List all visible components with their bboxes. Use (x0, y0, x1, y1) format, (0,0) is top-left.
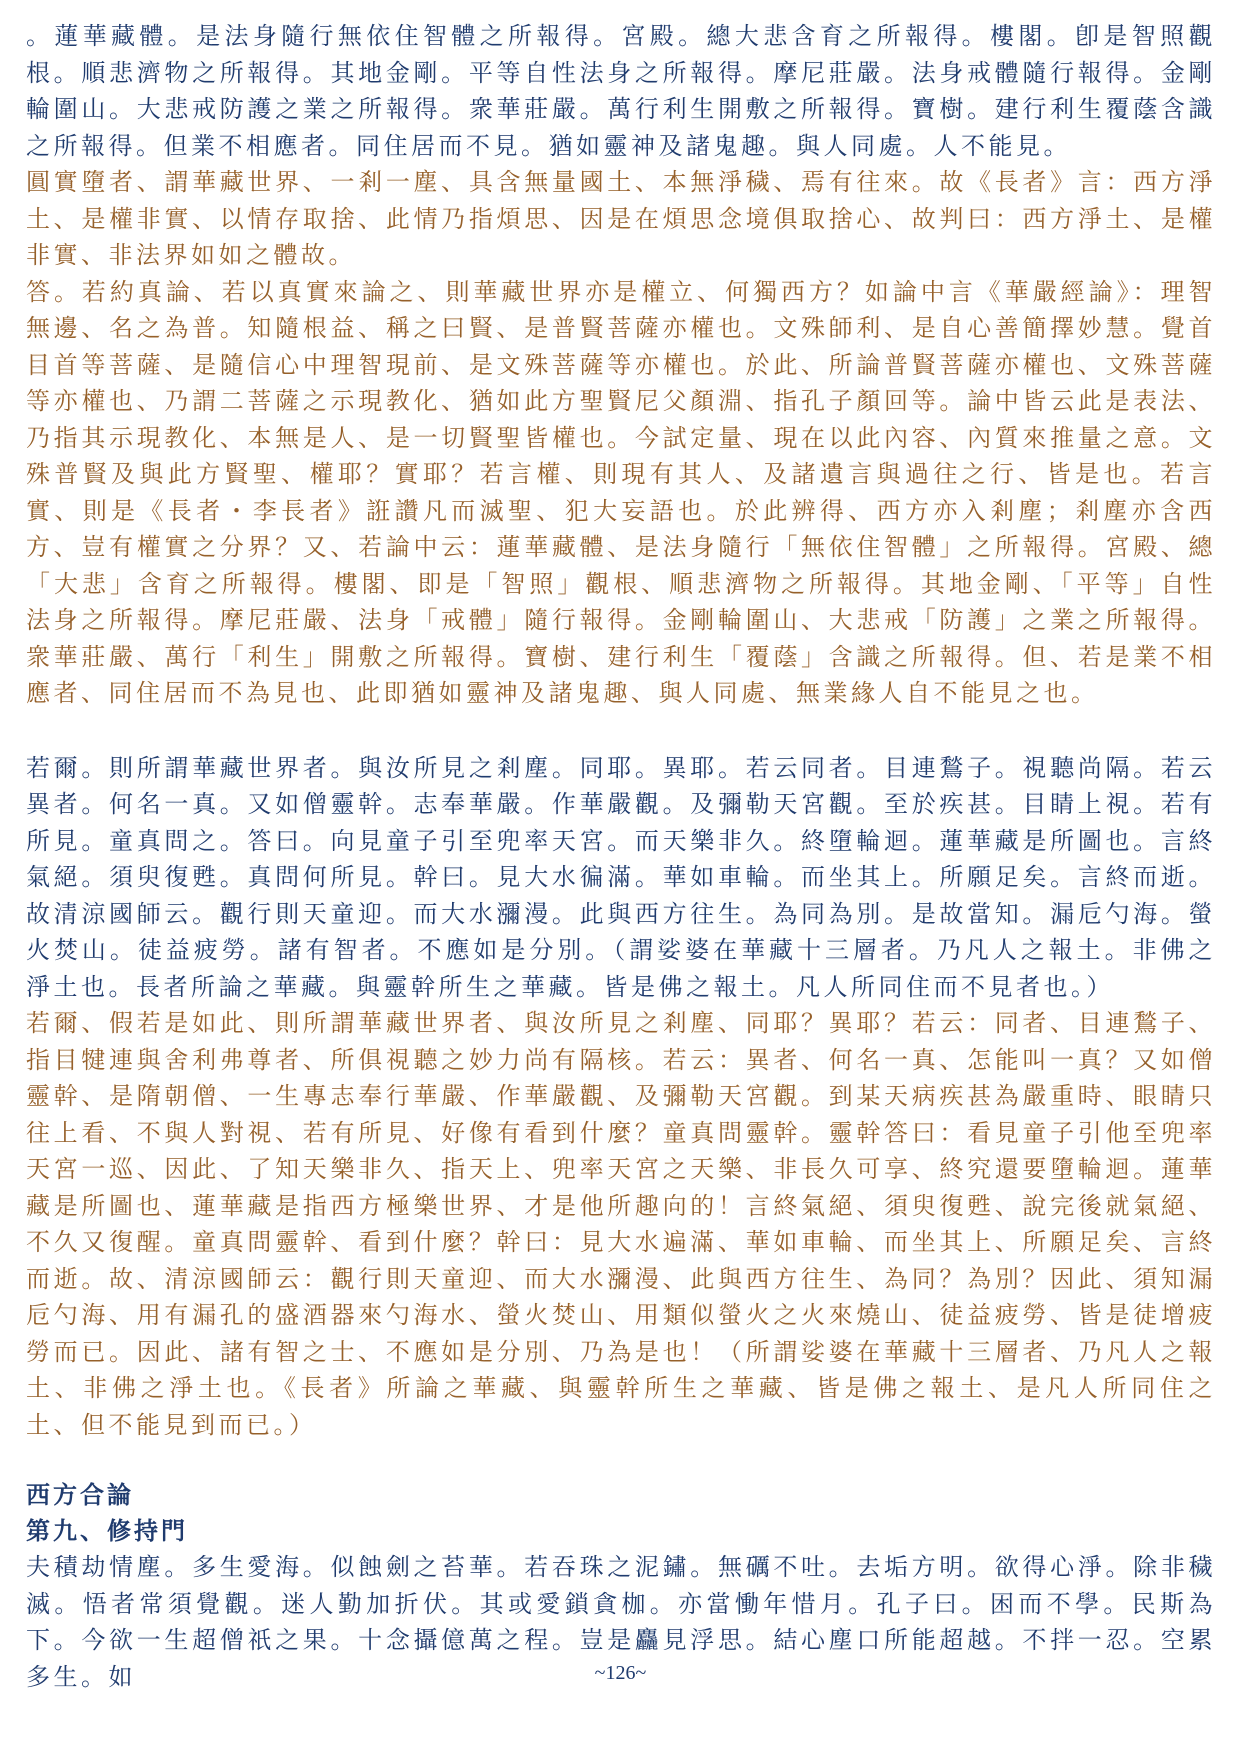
chapter-title: 第九、修持門 (26, 1517, 188, 1545)
page-number: ~126~ (594, 1662, 647, 1684)
paragraph-original-text-2: 若爾。則所謂華藏世界者。與汝所見之剎塵。同耶。異耶。若云同者。目連鶖子。視聽尚隔。若云異者。何名一真。又如僧靈幹。志奉華嚴。作華嚴觀。及彌勒天宮觀。至於疾甚。目睛上視。若有所見。童真問之。答曰。向見童子引至兜率天宮。而天樂非久。終墮輪迴。蓮華藏是所圖也。言終氣絕。須臾復甦。真問何所見。幹曰。見大水徧滿。華如車輪。而坐其上。所願足矣。言終而逝。故清涼國師云。觀行則天童迎。而大水瀰漫。此與西方往生。為同為別。是故當知。漏卮勺海。螢火焚山。徒益疲勞。諸有智者。不應如是分別。（謂娑婆在華藏十三層者。乃凡人之報土。非佛之淨土也。長者所論之華藏。與靈幹所生之華藏。皆是佛之報土。凡人所同住而不見者也。） (26, 753, 1216, 1001)
document-page (26, 18, 1216, 1695)
paragraph-commentary-1: 圓實墮者、謂華藏世界、一剎一塵、具含無量國土、本無淨穢、焉有往來。故《長者》言：西方淨土、是權非實、以情存取捨、此情乃指煩思、因是在煩思念境俱取捨心、故判曰：西方淨土、是權非實、非法界如如之體故。 (26, 168, 1216, 269)
section-spacer (26, 1443, 1216, 1477)
paragraph-original-text-1: 。蓮華藏體。是法身隨行無依住智體之所報得。宮殿。總大悲含育之所報得。樓閣。卽是智照觀根。順悲濟物之所報得。其地金剛。平等自性法身之所報得。摩尼莊嚴。法身戒體隨行報得。金剛輪圍山。大悲戒防護之業之所報得。衆華莊嚴。萬行利生開敷之所報得。寶樹。建行利生覆蔭含識之所報得。但業不相應者。同住居而不見。猶如靈神及諸鬼趣。與人同處。人不能見。 (26, 22, 1216, 160)
paragraph-commentary-3: 若爾、假若是如此、則所謂華藏世界者、與汝所見之剎塵、同耶？異耶？若云：同者、目連鶖子、指目犍連與舍利弗尊者、所俱視聽之妙力尚有隔核。若云：異者、何名一真、怎能叫一真？又如僧靈幹、是隋朝僧、一生專志奉行華嚴、作華嚴觀、及彌勒天宮觀。到某天病疾甚為嚴重時、眼睛只往上看、不與人對視、若有所見、好像有看到什麼？童真問靈幹。靈幹答曰：看見童子引他至兜率天宮一巡、因此、了知天樂非久、指天上、兜率天宮之天樂、非長久可享、終究還要墮輪迴。蓮華藏是所圖也、蓮華藏是指西方極樂世界、才是他所趣向的！言終氣絕、須臾復甦、說完後就氣絕、不久又復醒。童真問靈幹、看到什麼？幹曰：見大水遍滿、華如車輪、而坐其上、所願足矣、言終而逝。故、清涼國師云：觀行則天童迎、而大水瀰漫、此與西方往生、為同？為別？因此、須知漏卮勺海、用有漏孔的盛酒器來勺海水、螢火焚山、用類似螢火之火來燒山、徒益疲勞、皆是徒增疲勞而已。因此、諸有智之士、不應如是分別、乃為是也！（所謂娑婆在華藏十三層者、乃凡人之報土、非佛之淨土也。《長者》所論之華藏、與靈幹所生之華藏、皆是佛之報土、是凡人所同住之土、但不能見到而已。） (26, 1009, 1216, 1439)
paragraph-commentary-2: 答。若約真論、若以真實來論之、則華藏世界亦是權立、何獨西方？如論中言《華嚴經論》：理智無邊、名之為普。知隨根益、稱之曰賢、是普賢菩薩亦權也。文殊師利、是自心善簡擇妙慧。覺首目首等菩薩、是隨信心中理智現前、是文殊菩薩等亦權也。於此、所論普賢菩薩亦權也、文殊菩薩等亦權也、乃謂二菩薩之示現教化、猶如此方聖賢尼父顏淵、指孔子顏回等。論中皆云此是表法、乃指其示現教化、本無是人、是一切賢聖皆權也。今試定量、現在以此內容、內質來推量之意。文殊普賢及與此方賢聖、權耶？實耶？若言權、則現有其人、及諸遺言與過往之行、皆是也。若言實、則是《長者・李長者》誑讚凡而滅聖、犯大妄語也。於此辨得、西方亦入剎塵；剎塵亦含西方、豈有權實之分界？又、若論中云：蓮華藏體、是法身隨行「無依住智體」之所報得。宮殿、總「大悲」含育之所報得。樓閣、即是「智照」觀根、順悲濟物之所報得。其地金剛、「平等」自性法身之所報得。摩尼莊嚴、法身「戒體」隨行報得。金剛輪圍山、大悲戒「防護」之業之所報得。衆華莊嚴、萬行「利生」開敷之所報得。寶樹、建行利生「覆蔭」含識之所報得。但、若是業不相應者、同住居而不為見也、此即猶如靈神及諸鬼趣、與人同處、無業緣人自不能見之也。 (26, 277, 1216, 707)
paragraph-original-text-3: 夫積劫情塵。多生愛海。似蝕劍之苔華。若吞珠之泥鏽。無礪不吐。去垢方明。欲得心淨。除非穢滅。悟者常須覺觀。迷人勤加折伏。其或愛鎖貪枷。亦當慟年惜月。孔子曰。困而不學。民斯為下。今欲一生超僧祇之果。十念攝億萬之程。豈是麤見浮思。結心塵口所能超越。不拌一忍。空累多生。如 (26, 1553, 1216, 1691)
section-title: 西方合論 (26, 1481, 134, 1509)
paragraph-spacer (26, 712, 1216, 750)
